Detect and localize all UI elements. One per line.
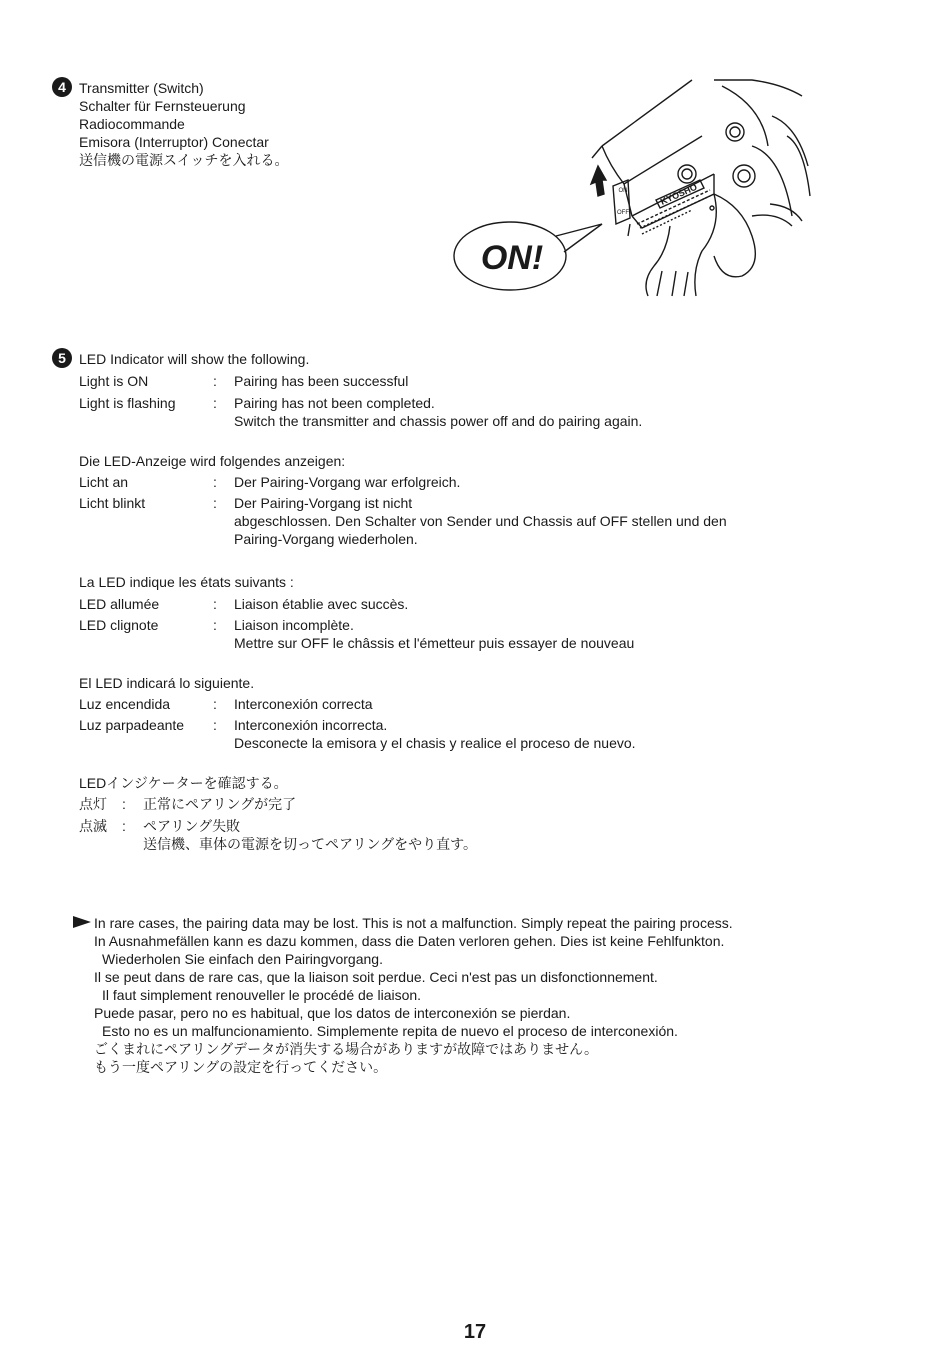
step-4-line: 送信機の電源スイッチを入れる。: [79, 152, 289, 168]
colon: :: [122, 818, 126, 834]
transmitter-switch-illustration: [452, 76, 812, 298]
led-state-label: LED clignote: [79, 617, 159, 633]
led-heading-text: El LED indicará lo siguiente.: [79, 675, 255, 691]
led-state-text: Der Pairing-Vorgang war erfolgreich.: [234, 474, 461, 490]
note-line: Il faut simplement renouveller le procédé de liaison.: [102, 987, 422, 1003]
led-state-text: Pairing has not been completed.: [234, 395, 435, 411]
callout-on-text: ON!: [480, 239, 544, 277]
led-state-label: Luz parpadeante: [79, 717, 185, 733]
led-state-label: Licht an: [79, 474, 129, 490]
colon: :: [213, 495, 217, 511]
led-state-text: Liaison établie avec succès.: [234, 596, 409, 612]
led-state-text: Desconecte la emisora y el chasis y realice el proceso de nuevo.: [234, 735, 636, 751]
led-state-label: Luz encendida: [79, 696, 171, 712]
triangle-bullet-icon: [73, 916, 91, 928]
led-state-text: Switch the transmitter and chassis power off and do pairing again.: [234, 413, 643, 429]
led-heading-de: [79, 452, 345, 470]
note-line: もう一度ペアリングの設定を行ってください。: [94, 1059, 388, 1075]
led-heading-text: LED Indicator will show the following.: [79, 351, 310, 367]
led-heading-fr: [79, 573, 294, 591]
note-line: In Ausnahmefällen kann es dazu kommen, dass die Daten verloren gehen. Dies ist keine Fehlfunkton.: [94, 933, 725, 949]
led-state-text: Interconexión correcta: [234, 696, 373, 712]
colon: :: [213, 373, 217, 389]
led-state-label: 点灯: [79, 796, 107, 812]
switch-on-label: ON: [618, 188, 628, 194]
led-heading-en: [79, 350, 309, 368]
led-state-text: abgeschlossen. Den Schalter von Sender und Chassis auf OFF stellen und den: [234, 513, 727, 529]
note-line: Esto no es un malfuncionamiento. Simplemente repita de nuevo el proceso de interconexión.: [102, 1023, 678, 1039]
note-line: Il se peut dans de rare cas, que la liaison soit perdue. Ceci n'est pas un disfonctionnement.: [94, 969, 658, 985]
step-4-text: [79, 79, 288, 169]
led-state-text: 正常にペアリングが完了: [143, 796, 297, 812]
led-state-label: 点滅: [79, 818, 107, 834]
step-4-line: Emisora (Interruptor) Conectar: [79, 134, 269, 150]
led-state-text: Der Pairing-Vorgang ist nicht: [234, 495, 413, 511]
led-state-text: Mettre sur OFF le châssis et l'émetteur puis essayer de nouveau: [234, 635, 635, 651]
led-state-text: Pairing has been successful: [234, 373, 409, 389]
led-state-text: 送信機、車体の電源を切ってペアリングをやり直す。: [143, 836, 478, 852]
led-heading-text: LEDインジケーターを確認する。: [79, 775, 288, 791]
note-line: In rare cases, the pairing data may be lost. This is not a malfunction. Simply repeat the pairing process.: [94, 915, 733, 931]
led-heading-es: [79, 674, 254, 692]
colon: :: [213, 717, 217, 733]
step-4-line: Schalter für Fernsteuerung: [79, 98, 246, 114]
colon: :: [213, 596, 217, 612]
step-5-badge: 5: [52, 348, 72, 368]
colon: :: [122, 796, 126, 812]
led-heading-text: La LED indique les états suivants :: [79, 574, 294, 590]
led-state-label: Light is flashing: [79, 395, 176, 411]
note-line: Puede pasar, pero no es habitual, que los datos de interconexión se pierdan.: [94, 1005, 571, 1021]
step-4-badge: 4: [52, 77, 72, 97]
led-state-label: LED allumée: [79, 596, 160, 612]
switch-off-label: OFF: [617, 210, 629, 216]
step-4-line: Radiocommande: [79, 116, 185, 132]
led-state-text: Pairing-Vorgang wiederholen.: [234, 531, 418, 547]
colon: :: [213, 617, 217, 633]
colon: :: [213, 474, 217, 490]
step-4-line: Transmitter (Switch): [79, 80, 204, 96]
led-heading-ja: [79, 774, 288, 792]
brand-plate-text: KYOSHO: [658, 181, 699, 207]
colon: :: [213, 395, 217, 411]
led-heading-text: Die LED-Anzeige wird folgendes anzeigen:: [79, 453, 346, 469]
note-line: Wiederholen Sie einfach den Pairingvorgang.: [102, 951, 383, 967]
colon: :: [213, 696, 217, 712]
led-state-text: Interconexión incorrecta.: [234, 717, 388, 733]
led-state-label: Light is ON: [79, 373, 149, 389]
led-state-text: ペアリング失敗: [143, 818, 241, 834]
led-state-label: Licht blinkt: [79, 495, 146, 511]
note-line: ごくまれにペアリングデータが消失する場合がありますが故障ではありません。: [94, 1041, 598, 1057]
led-state-text: Liaison incomplète.: [234, 617, 354, 633]
page-number: 17: [463, 1321, 487, 1343]
